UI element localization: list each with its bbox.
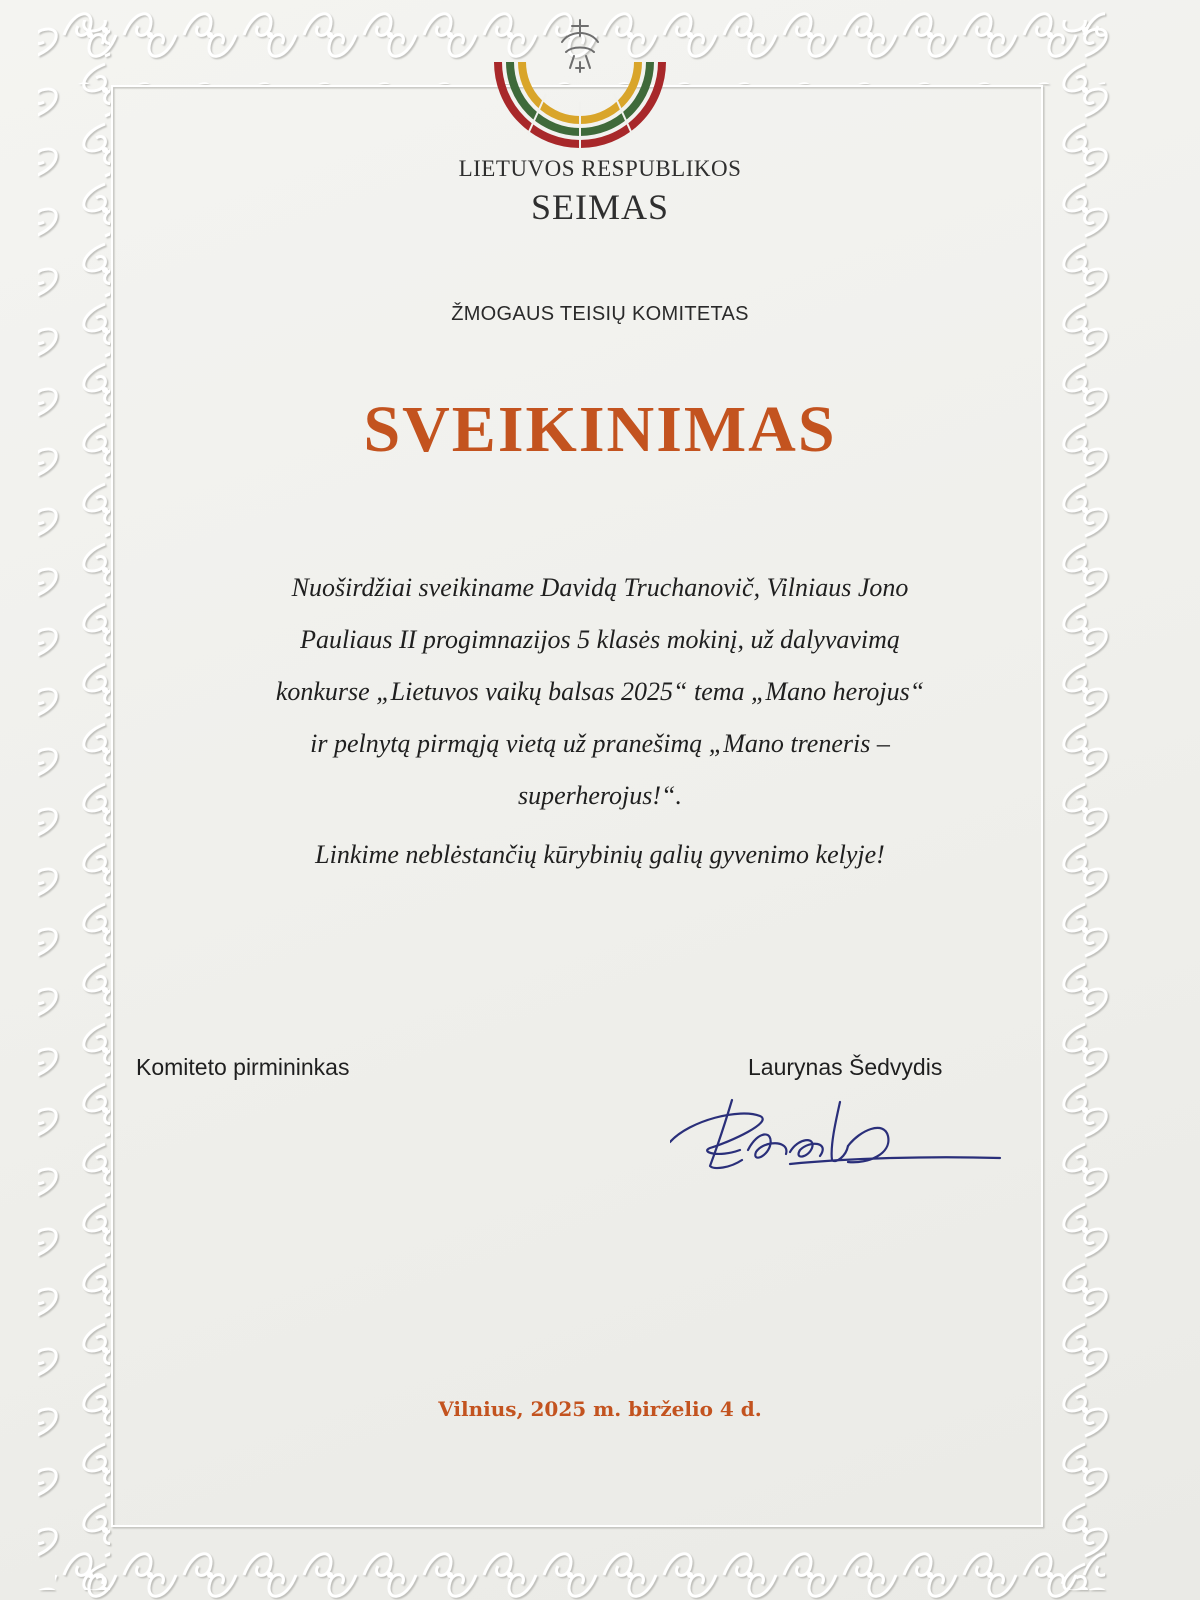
handwritten-signature-icon bbox=[670, 1090, 1010, 1180]
organization-name-line1: LIETUVOS RESPUBLIKOS bbox=[458, 156, 742, 181]
organization-name-line2: SEIMAS bbox=[530, 187, 670, 227]
body-line: konkurse „Lietuvos vaikų balsas 2025“ tema „Mano herojus“ bbox=[275, 677, 925, 706]
committee-name: ŽMOGAUS TEISIŲ KOMITETAS bbox=[451, 303, 749, 325]
congratulation-text bbox=[150, 562, 1050, 822]
seimas-emblem-icon bbox=[480, 12, 680, 152]
body-line: Nuoširdžiai sveikiname Davidą Truchanovič, Vilniaus Jono bbox=[291, 573, 909, 602]
body-line: ir pelnytą pirmąją vietą už pranešimą „Mano treneris – bbox=[310, 729, 890, 758]
signatory-name: Laurynas Šedvydis bbox=[748, 1054, 943, 1080]
certificate-title: SVEIKINIMAS bbox=[363, 393, 837, 466]
body-line: superherojus!“. bbox=[518, 781, 682, 810]
wish-text: Linkime neblėstančių kūrybinių galių gyvenimo kelyje! bbox=[315, 840, 885, 869]
body-line: Pauliaus II progimnazijos 5 klasės mokinį, už dalyvavimą bbox=[300, 625, 900, 654]
signatory-role: Komiteto pirmininkas bbox=[136, 1054, 350, 1080]
place-and-date: Vilnius, 2025 m. birželio 4 d. bbox=[438, 1397, 762, 1421]
